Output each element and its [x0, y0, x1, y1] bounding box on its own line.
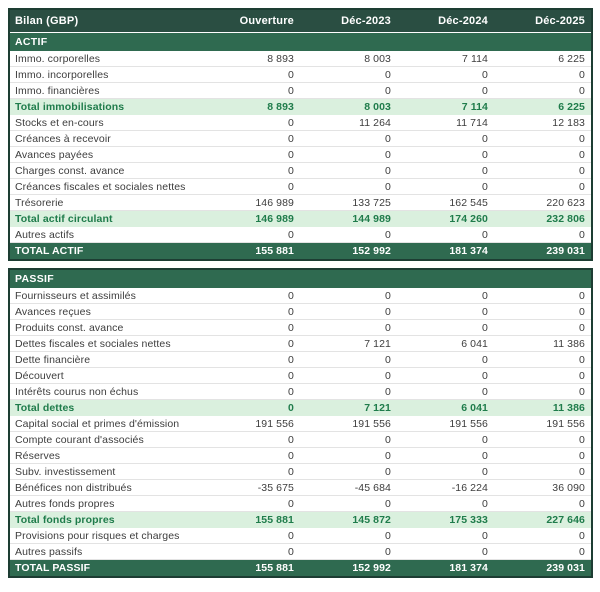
- passif-section: [10, 270, 591, 576]
- cell-value: 0: [288, 497, 294, 510]
- row-label: Intérêts courus non échus: [15, 385, 139, 398]
- table-row: [10, 51, 591, 67]
- cell-value: 152 992: [352, 245, 391, 257]
- cell-value: 181 374: [449, 562, 488, 574]
- cell-value: 0: [385, 289, 391, 302]
- table-row: [10, 432, 591, 448]
- cell-value: 0: [385, 164, 391, 177]
- cell-value: 146 989: [255, 213, 294, 225]
- cell-value: 0: [482, 369, 488, 382]
- cell-value: 0: [579, 497, 585, 510]
- cell-value: 0: [482, 321, 488, 334]
- row-label: Immo. corporelles: [15, 52, 101, 65]
- cell-value: 11 386: [552, 402, 585, 414]
- cell-value: 162 545: [449, 196, 488, 209]
- bilan-table: [8, 8, 593, 578]
- cell-value: 0: [385, 465, 391, 478]
- row-label: Total fonds propres: [15, 514, 115, 526]
- cell-value: 0: [385, 385, 391, 398]
- table-row: [10, 179, 591, 195]
- cell-value: 0: [288, 321, 294, 334]
- row-label: Stocks et en-cours: [15, 116, 104, 129]
- cell-value: 0: [288, 337, 294, 350]
- cell-value: 0: [288, 545, 294, 558]
- cell-value: 0: [482, 353, 488, 366]
- cell-value: 0: [385, 433, 391, 446]
- cell-value: 36 090: [552, 481, 585, 494]
- grand-total-row: [10, 560, 591, 576]
- row-label: Charges const. avance: [15, 164, 125, 177]
- cell-value: 0: [288, 385, 294, 398]
- cell-value: 175 333: [449, 514, 488, 526]
- cell-value: 0: [385, 84, 391, 97]
- cell-value: 0: [482, 385, 488, 398]
- cell-value: 0: [482, 545, 488, 558]
- cell-value: 0: [579, 449, 585, 462]
- cell-value: 11 264: [359, 116, 391, 129]
- table-row: [10, 304, 591, 320]
- subtotal-row: [10, 400, 591, 416]
- cell-value: 0: [288, 529, 294, 542]
- row-label: Produits const. avance: [15, 321, 124, 334]
- cell-value: 0: [288, 116, 294, 129]
- cell-value: -45 684: [354, 481, 391, 494]
- cell-value: 239 031: [546, 245, 585, 257]
- row-label: Avances reçues: [15, 305, 91, 318]
- cell-value: 0: [579, 148, 585, 161]
- cell-value: -16 224: [451, 481, 488, 494]
- table-row: [10, 83, 591, 99]
- row-label: Créances à recevoir: [15, 132, 111, 145]
- cell-value: 0: [385, 321, 391, 334]
- cell-value: 0: [579, 180, 585, 193]
- cell-value: 0: [579, 164, 585, 177]
- row-label: Fournisseurs et assimilés: [15, 289, 136, 302]
- cell-value: 0: [288, 289, 294, 302]
- cell-value: 155 881: [255, 562, 294, 574]
- table-row: [10, 496, 591, 512]
- cell-value: 0: [579, 228, 585, 241]
- cell-value: 0: [385, 180, 391, 193]
- row-label: Avances payées: [15, 148, 94, 161]
- cell-value: 0: [288, 132, 294, 145]
- table-row: [10, 227, 591, 243]
- cell-value: 0: [288, 449, 294, 462]
- table-row: [10, 416, 591, 432]
- table-header-row: [10, 10, 591, 33]
- row-label: TOTAL ACTIF: [15, 245, 84, 257]
- cell-value: 0: [482, 180, 488, 193]
- cell-value: 0: [385, 228, 391, 241]
- table-row: [10, 544, 591, 560]
- column-header: Ouverture: [239, 15, 294, 27]
- cell-value: 174 260: [449, 213, 488, 225]
- cell-value: 133 725: [352, 196, 391, 209]
- cell-value: 145 872: [352, 514, 391, 526]
- cell-value: 181 374: [449, 245, 488, 257]
- cell-value: 8 003: [364, 101, 391, 113]
- cell-value: 0: [482, 228, 488, 241]
- grand-total-row: [10, 243, 591, 259]
- row-label: Trésorerie: [15, 196, 64, 209]
- cell-value: 0: [385, 132, 391, 145]
- cell-value: 0: [579, 132, 585, 145]
- cell-value: 0: [288, 305, 294, 318]
- cell-value: 0: [288, 84, 294, 97]
- subtotal-row: [10, 99, 591, 115]
- table-row: [10, 147, 591, 163]
- subtotal-row: [10, 512, 591, 528]
- cell-value: 11 386: [553, 337, 585, 350]
- table-row: [10, 336, 591, 352]
- cell-value: 6 041: [461, 337, 488, 350]
- actif-block: [8, 8, 593, 261]
- cell-value: 0: [288, 433, 294, 446]
- table-row: [10, 464, 591, 480]
- cell-value: 0: [288, 228, 294, 241]
- cell-value: 0: [482, 164, 488, 177]
- actif-section: [10, 33, 591, 259]
- cell-value: 144 989: [352, 213, 391, 225]
- section-title: [10, 33, 591, 51]
- row-label: Découvert: [15, 369, 64, 382]
- cell-value: 155 881: [255, 514, 294, 526]
- table-row: [10, 368, 591, 384]
- table-row: [10, 352, 591, 368]
- cell-value: 0: [288, 369, 294, 382]
- cell-value: 0: [579, 369, 585, 382]
- table-row: [10, 320, 591, 336]
- cell-value: 146 989: [255, 196, 294, 209]
- cell-value: 0: [288, 180, 294, 193]
- row-label: Immo. incorporelles: [15, 68, 109, 81]
- cell-value: 6 225: [558, 101, 585, 113]
- cell-value: 0: [288, 68, 294, 81]
- row-label: Dette financière: [15, 353, 91, 366]
- table-row: [10, 288, 591, 304]
- column-header: Déc-2024: [438, 15, 488, 27]
- cell-value: 7 114: [461, 101, 488, 113]
- cell-value: 0: [482, 449, 488, 462]
- cell-value: 0: [579, 84, 585, 97]
- cell-value: 0: [288, 465, 294, 478]
- column-header: Déc-2023: [341, 15, 391, 27]
- cell-value: 0: [579, 385, 585, 398]
- cell-value: 6 225: [558, 52, 585, 65]
- cell-value: 152 992: [352, 562, 391, 574]
- table-row: [10, 528, 591, 544]
- cell-value: 232 806: [546, 213, 585, 225]
- cell-value: 0: [385, 369, 391, 382]
- row-label: Autres actifs: [15, 228, 75, 241]
- cell-value: 0: [482, 68, 488, 81]
- cell-value: 0: [288, 164, 294, 177]
- table-row: [10, 195, 591, 211]
- table-row: [10, 163, 591, 179]
- cell-value: 0: [482, 465, 488, 478]
- cell-value: 12 183: [552, 116, 585, 129]
- table-row: [10, 448, 591, 464]
- table-row: [10, 384, 591, 400]
- cell-value: 0: [385, 497, 391, 510]
- row-label: Immo. financières: [15, 84, 100, 97]
- cell-value: 0: [385, 529, 391, 542]
- row-label: Bénéfices non distribués: [15, 481, 132, 494]
- cell-value: 0: [385, 68, 391, 81]
- cell-value: 0: [385, 305, 391, 318]
- cell-value: 0: [385, 545, 391, 558]
- cell-value: 0: [579, 353, 585, 366]
- table-row: [10, 480, 591, 496]
- table-title: Bilan (GBP): [15, 15, 79, 27]
- cell-value: 191 556: [546, 417, 585, 430]
- cell-value: 0: [482, 529, 488, 542]
- row-label: Total dettes: [15, 402, 75, 414]
- cell-value: 0: [579, 433, 585, 446]
- section-title-label: ACTIF: [15, 36, 48, 48]
- passif-block: [8, 268, 593, 578]
- cell-value: 0: [288, 402, 294, 414]
- table-row: [10, 67, 591, 83]
- cell-value: 191 556: [449, 417, 488, 430]
- cell-value: 0: [579, 289, 585, 302]
- cell-value: 0: [482, 84, 488, 97]
- table-row: [10, 131, 591, 147]
- cell-value: 0: [385, 148, 391, 161]
- row-label: Total immobilisations: [15, 101, 125, 113]
- cell-value: -35 675: [257, 481, 294, 494]
- section-title-label: PASSIF: [15, 273, 54, 285]
- cell-value: 0: [288, 148, 294, 161]
- subtotal-row: [10, 211, 591, 227]
- cell-value: 0: [579, 321, 585, 334]
- cell-value: 0: [579, 529, 585, 542]
- cell-value: 191 556: [255, 417, 294, 430]
- row-label: Réserves: [15, 449, 61, 462]
- cell-value: 239 031: [546, 562, 585, 574]
- row-label: TOTAL PASSIF: [15, 562, 91, 574]
- cell-value: 0: [482, 132, 488, 145]
- table-row: [10, 115, 591, 131]
- cell-value: 7 121: [364, 337, 391, 350]
- cell-value: 0: [579, 305, 585, 318]
- cell-value: 11 714: [456, 116, 488, 129]
- cell-value: 0: [579, 465, 585, 478]
- row-label: Capital social et primes d'émission: [15, 417, 180, 430]
- row-label: Autres fonds propres: [15, 497, 115, 510]
- cell-value: 0: [482, 433, 488, 446]
- row-label: Créances fiscales et sociales nettes: [15, 180, 186, 193]
- cell-value: 0: [385, 353, 391, 366]
- row-label: Subv. investissement: [15, 465, 116, 478]
- cell-value: 0: [385, 449, 391, 462]
- cell-value: 8 893: [267, 52, 294, 65]
- row-label: Provisions pour risques et charges: [15, 529, 180, 542]
- cell-value: 0: [482, 148, 488, 161]
- cell-value: 220 623: [546, 196, 585, 209]
- cell-value: 6 041: [461, 402, 488, 414]
- cell-value: 0: [482, 289, 488, 302]
- row-label: Compte courant d'associés: [15, 433, 144, 446]
- cell-value: 7 121: [364, 402, 391, 414]
- column-header: Déc-2025: [535, 15, 585, 27]
- row-label: Dettes fiscales et sociales nettes: [15, 337, 171, 350]
- cell-value: 0: [482, 305, 488, 318]
- cell-value: 227 646: [546, 514, 585, 526]
- row-label: Total actif circulant: [15, 213, 113, 225]
- row-label: Autres passifs: [15, 545, 83, 558]
- cell-value: 0: [579, 68, 585, 81]
- cell-value: 8 893: [267, 101, 294, 113]
- section-title: [10, 270, 591, 288]
- cell-value: 0: [288, 353, 294, 366]
- cell-value: 0: [579, 545, 585, 558]
- cell-value: 8 003: [364, 52, 391, 65]
- cell-value: 7 114: [462, 52, 488, 65]
- cell-value: 0: [482, 497, 488, 510]
- cell-value: 155 881: [255, 245, 294, 257]
- cell-value: 191 556: [352, 417, 391, 430]
